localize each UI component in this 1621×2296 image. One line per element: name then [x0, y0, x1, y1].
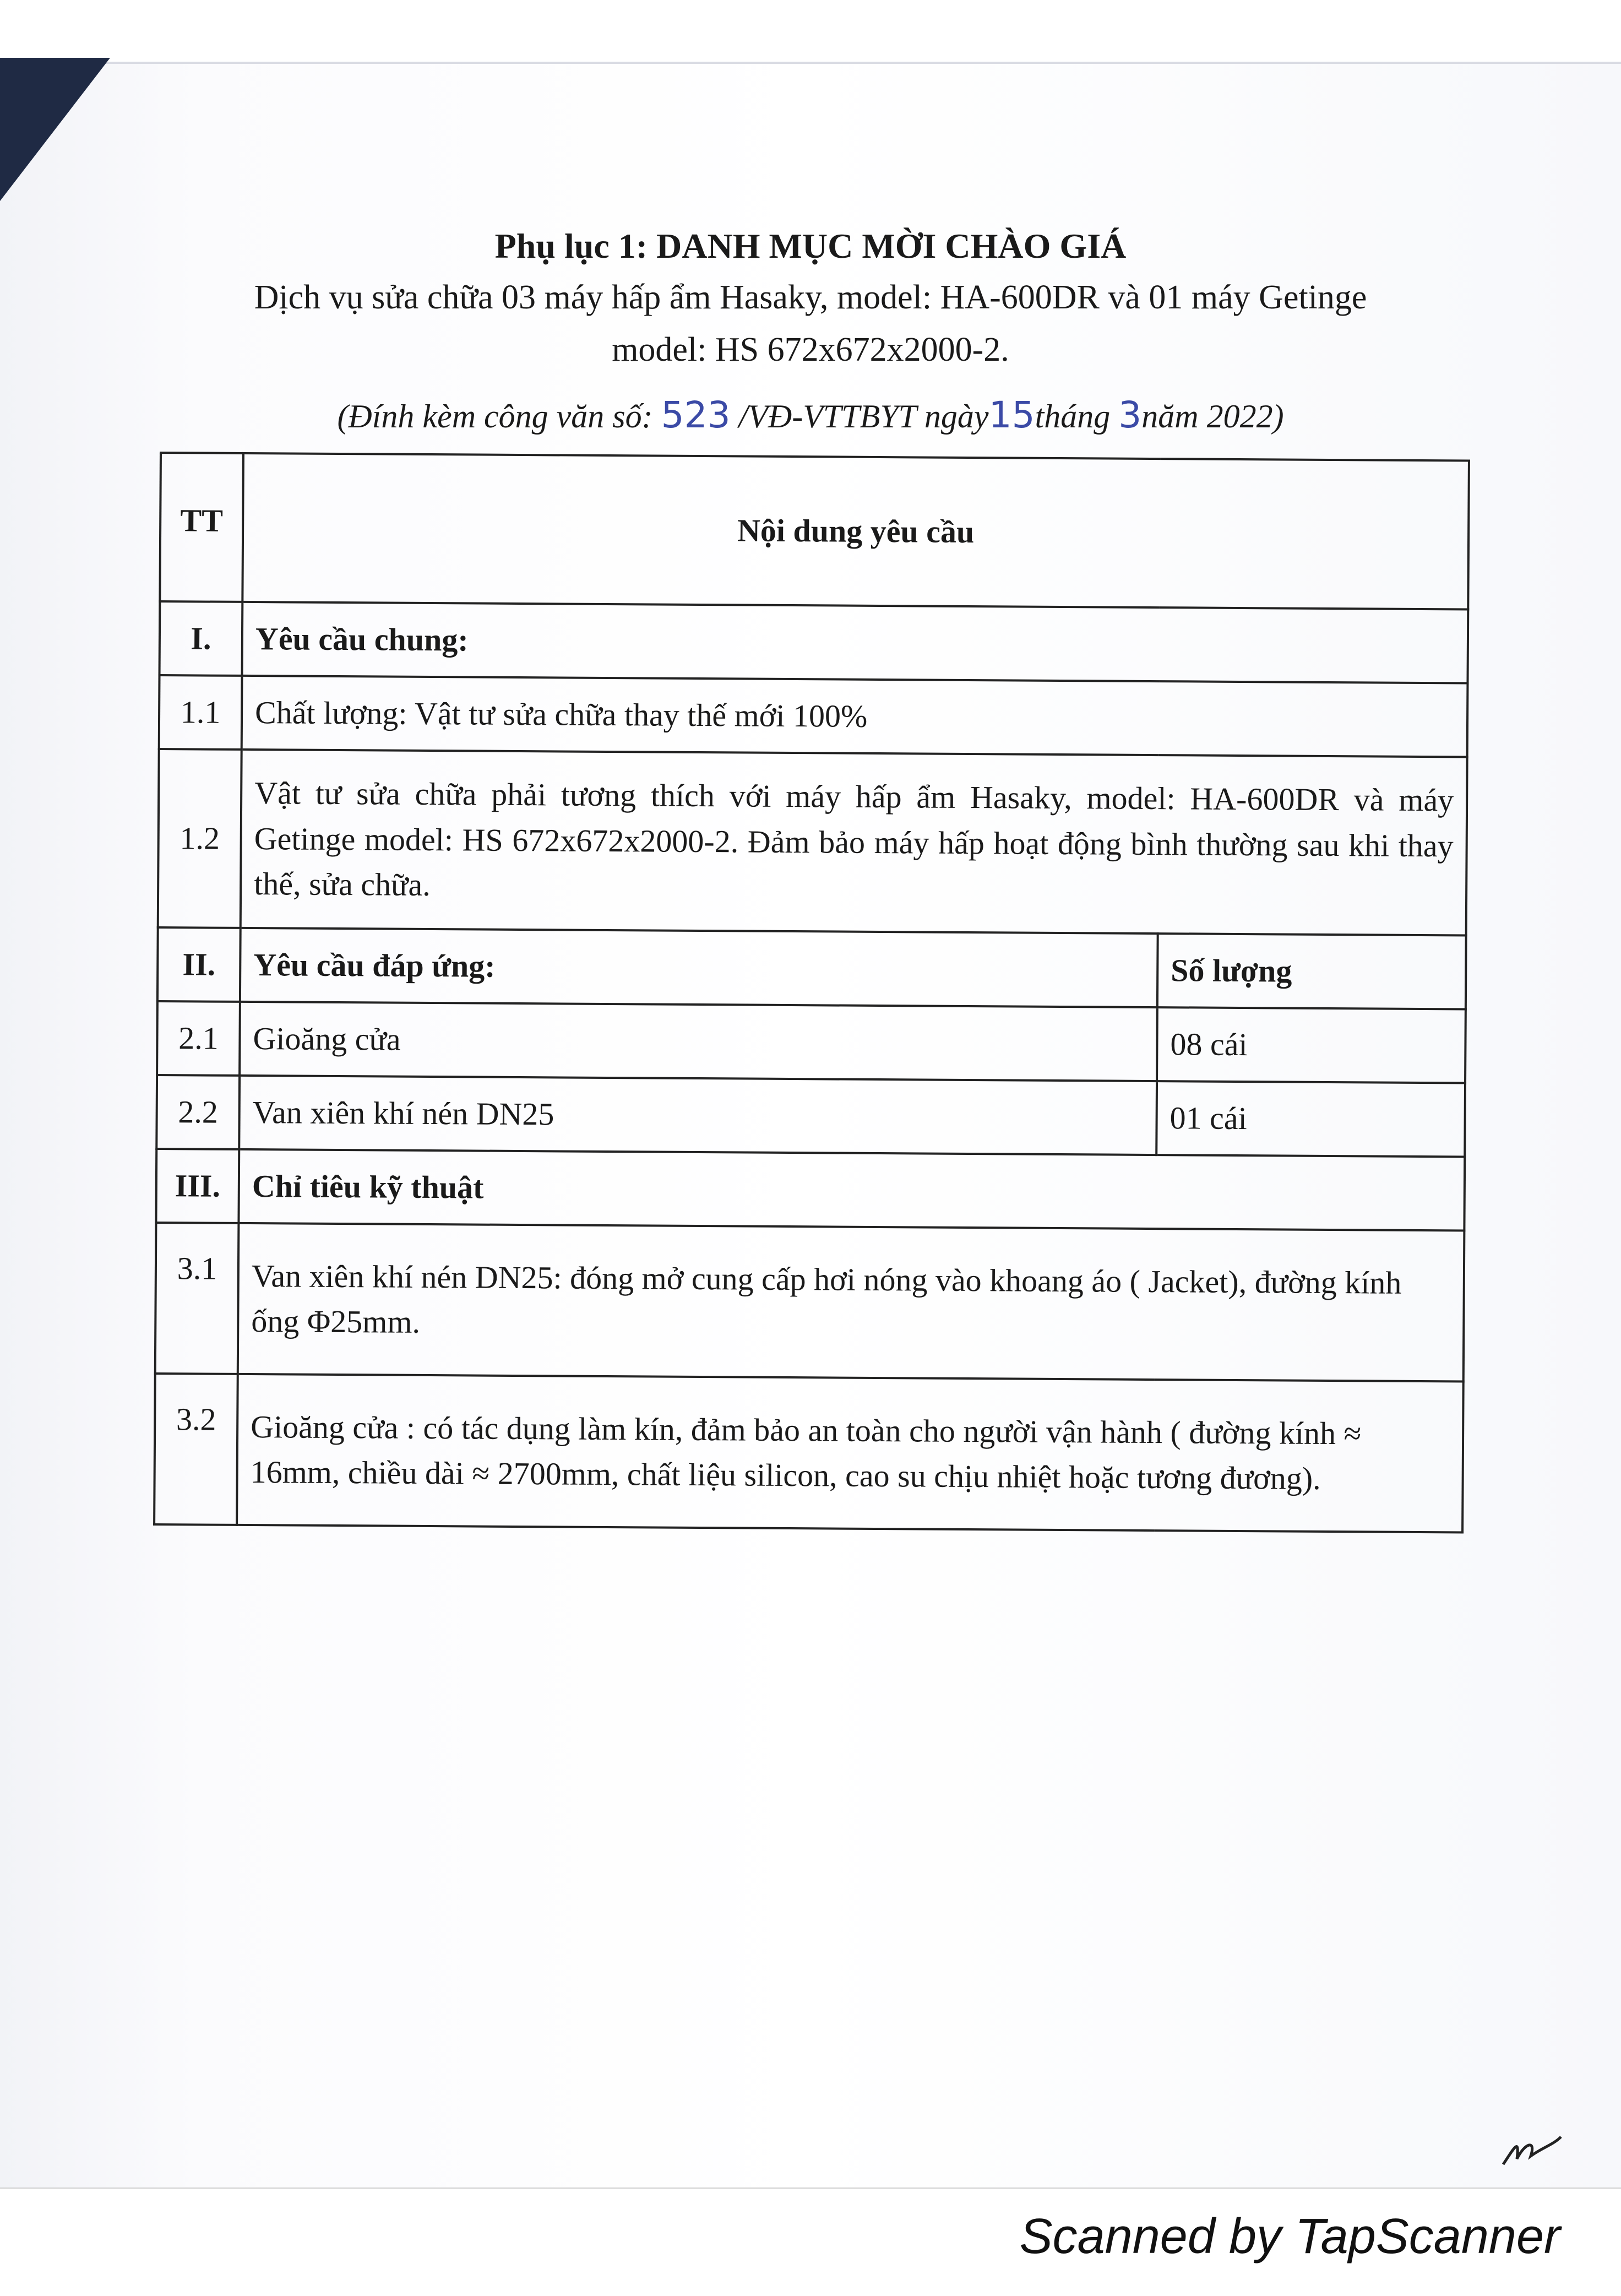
top-margin: [0, 0, 1621, 63]
table-row: [159, 675, 1468, 757]
row-text: Gioăng cửa : có tác dụng làm kín, đảm bảo an toàn cho người vận hành ( đường kính ≈ 16mm, chiều dài ≈ 2700mm, chất liệu silicon, cao su chịu nhiệt hoặc tương đương).: [237, 1374, 1464, 1533]
handwritten-doc-number: 523: [661, 394, 731, 436]
row-text: Gioăng cửa: [240, 1002, 1157, 1081]
quantity-header: Số lượng: [1157, 933, 1466, 1009]
requirements-table: [153, 452, 1470, 1534]
header-content: Nội dung yêu cầu: [242, 453, 1469, 610]
row-tt: 1.1: [159, 675, 242, 750]
row-tt: 1.2: [158, 749, 242, 928]
section-label: Yêu cầu chung:: [242, 602, 1468, 683]
row-quantity: 01 cái: [1156, 1081, 1465, 1157]
attachment-reference: [0, 394, 1621, 436]
row-tt: 2.1: [157, 1001, 240, 1076]
document-title: Phụ lục 1: DANH MỤC MỜI CHÀO GIÁ: [494, 226, 1127, 265]
row-tt: 3.1: [155, 1223, 239, 1374]
row-text: Van xiên khí nén DN25: [239, 1076, 1157, 1155]
background-corner: [0, 58, 110, 201]
document-subtitle-line2: model: HS 672x672x2000-2.: [612, 331, 1009, 368]
attachment-year-label: năm 2022): [1141, 398, 1284, 435]
section-tt: I.: [160, 601, 243, 676]
attachment-middle: /VĐ-VTTBYT ngày: [738, 398, 989, 435]
attachment-prefix: (Đính kèm công văn số:: [337, 398, 653, 435]
document-subtitle-line1: Dịch vụ sửa chữa 03 máy hấp ẩm Hasaky, model: HA-600DR và 01 máy Getinge: [254, 279, 1367, 316]
table-row: [155, 1223, 1465, 1382]
table-row: [158, 749, 1467, 936]
section-tt: III.: [156, 1149, 239, 1223]
handwritten-day: 15: [988, 394, 1035, 436]
row-tt: 2.2: [156, 1075, 240, 1149]
header-tt: TT: [160, 453, 243, 602]
handwritten-month: 3: [1118, 394, 1142, 436]
scanner-watermark: Scanned by TapScanner: [1019, 2209, 1560, 2264]
table-row: [157, 1001, 1466, 1083]
table-row: [156, 1075, 1465, 1157]
table-header-row: [160, 453, 1469, 610]
row-quantity: 08 cái: [1157, 1007, 1466, 1083]
row-tt: 3.2: [154, 1374, 238, 1525]
row-text: Vật tư sửa chữa phải tương thích với máy hấp ẩm Hasaky, model: HA-600DR và máy Getinge model: HS 672x672x2000-2. Đảm bảo máy hấp hoạt động bình thường sau khi thay thế, sửa chữa.: [241, 750, 1467, 936]
section-label: Yêu cầu đáp ứng:: [240, 928, 1158, 1007]
attachment-month-label: tháng: [1035, 398, 1111, 435]
section-label: Chỉ tiêu kỹ thuật: [238, 1149, 1465, 1231]
section-row-2: [157, 927, 1466, 1009]
section-row-1: [160, 601, 1468, 683]
handwritten-initials: [1498, 2126, 1564, 2170]
section-row-3: [156, 1149, 1465, 1231]
row-text: Van xiên khí nén DN25: đóng mở cung cấp hơi nóng vào khoang áo ( Jacket), đường kính ống Φ25mm.: [238, 1223, 1465, 1382]
section-tt: II.: [157, 927, 241, 1002]
row-text: Chất lượng: Vật tư sửa chữa thay thế mới 100%: [242, 676, 1468, 757]
table-row: [154, 1374, 1464, 1533]
